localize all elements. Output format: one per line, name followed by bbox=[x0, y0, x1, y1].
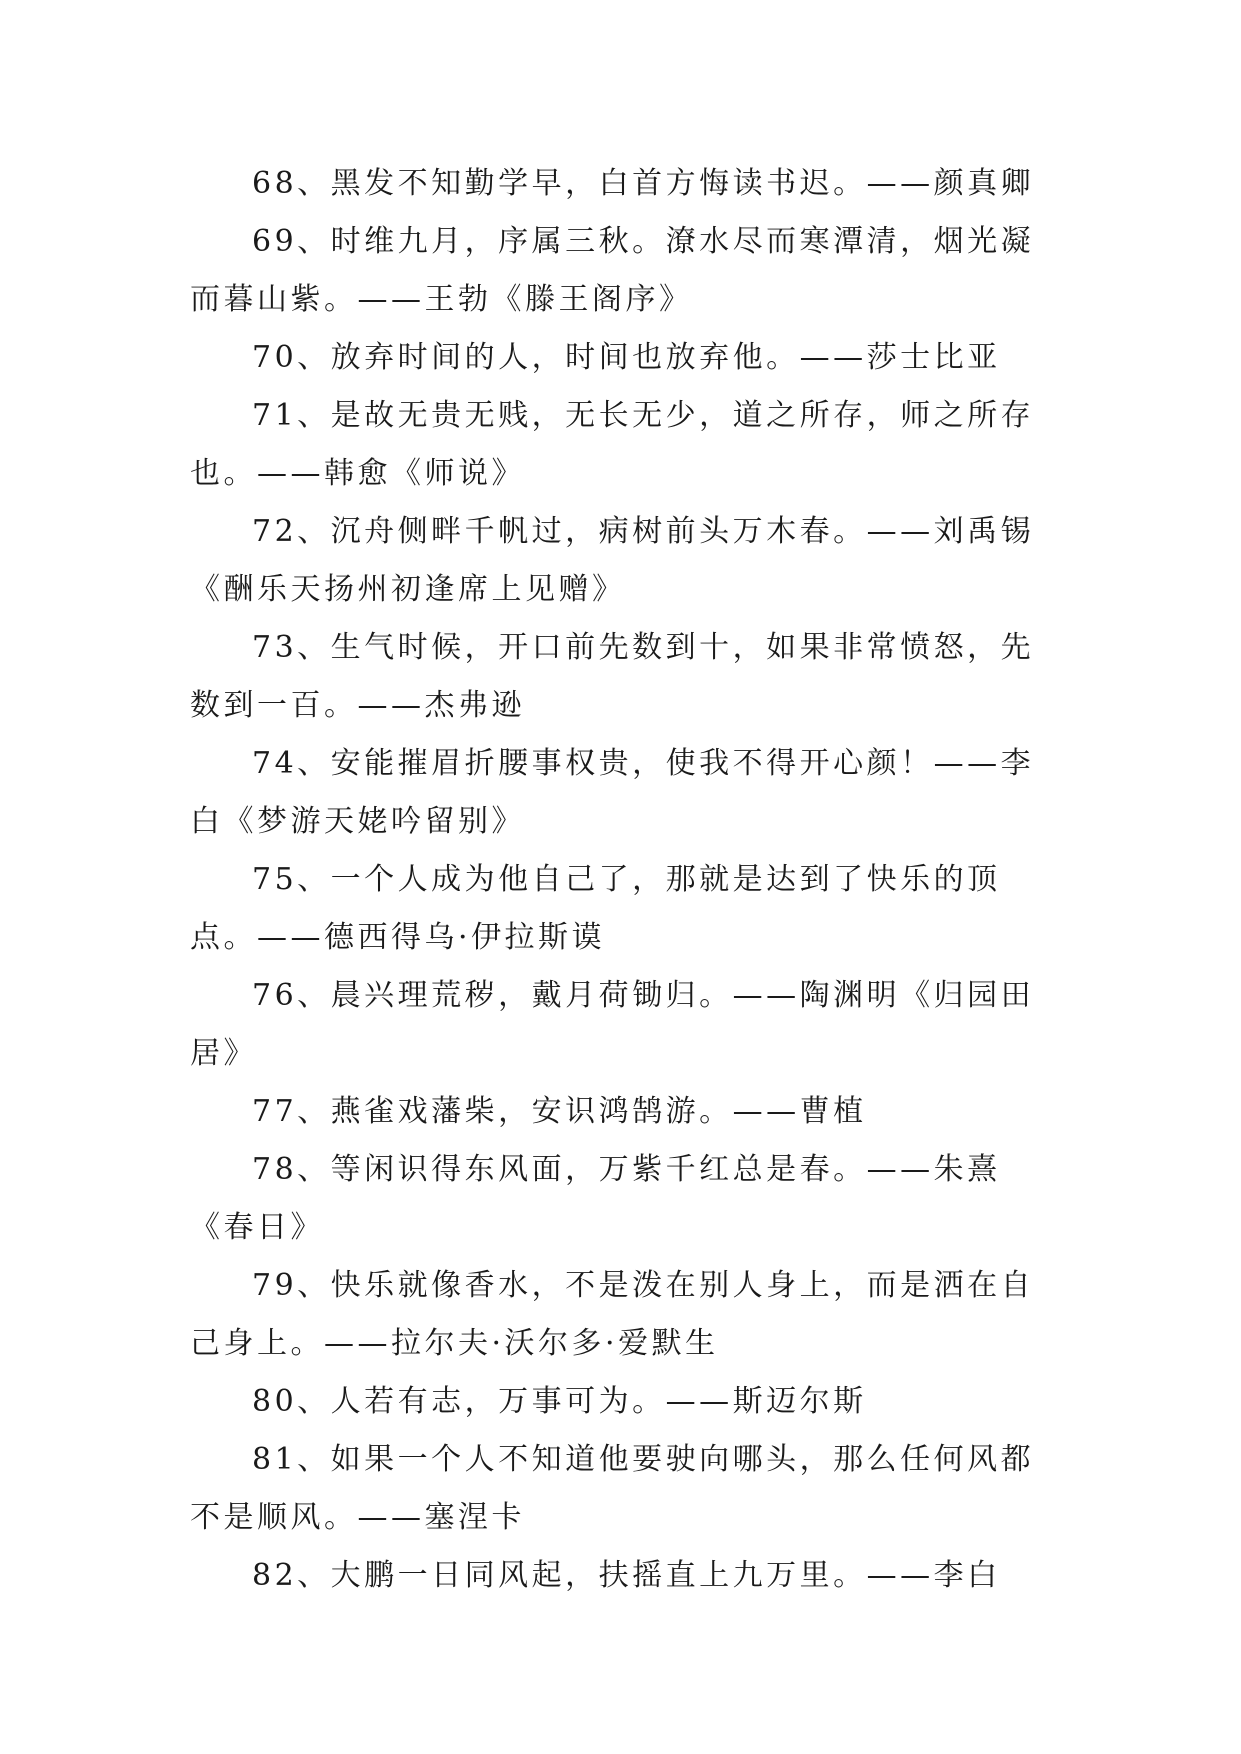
quote-77: 77、燕雀戏藩柴，安识鸿鹄游。——曹植 bbox=[252, 1094, 867, 1129]
quote-78: 78、等闲识得东风面，万紫千红总是春。——朱熹《春日》 bbox=[190, 1152, 1001, 1245]
quote-71: 71、是故无贵无贱，无长无少，道之所存，师之所存也。——韩愈《师说》 bbox=[190, 398, 1035, 491]
quote-72: 72、沉舟侧畔千帆过，病树前头万木春。——刘禹锡《酬乐天扬州初逢席上见赠》 bbox=[190, 514, 1035, 607]
quote-82: 82、大鹏一日同风起，扶摇直上九万里。——李白 bbox=[252, 1558, 1001, 1593]
quote-74: 74、安能摧眉折腰事权贵，使我不得开心颜！——李白《梦游天姥吟留别》 bbox=[190, 746, 1035, 839]
quote-80: 80、人若有志，万事可为。——斯迈尔斯 bbox=[252, 1384, 867, 1419]
quote-76: 76、晨兴理荒秽，戴月荷锄归。——陶渊明《归园田居》 bbox=[190, 978, 1035, 1071]
quote-68: 68、黑发不知勤学早，白首方悔读书迟。——颜真卿 bbox=[252, 166, 1035, 201]
quote-81: 81、如果一个人不知道他要驶向哪头，那么任何风都不是顺风。——塞涅卡 bbox=[190, 1442, 1035, 1535]
quote-73: 73、生气时候，开口前先数到十，如果非常愤怒，先数到一百。——杰弗逊 bbox=[190, 630, 1035, 723]
quote-69: 69、时维九月，序属三秋。潦水尽而寒潭清，烟光凝而暮山紫。——王勃《滕王阁序》 bbox=[190, 224, 1035, 317]
quote-75: 75、一个人成为他自己了，那就是达到了快乐的顶点。——德西得乌·伊拉斯谟 bbox=[190, 862, 1001, 955]
quote-79: 79、快乐就像香水，不是泼在别人身上，而是洒在自己身上。——拉尔夫·沃尔多·爱默生 bbox=[190, 1268, 1035, 1361]
quote-70: 70、放弃时间的人，时间也放弃他。——莎士比亚 bbox=[252, 340, 1001, 375]
quotes-list bbox=[190, 155, 1062, 1605]
